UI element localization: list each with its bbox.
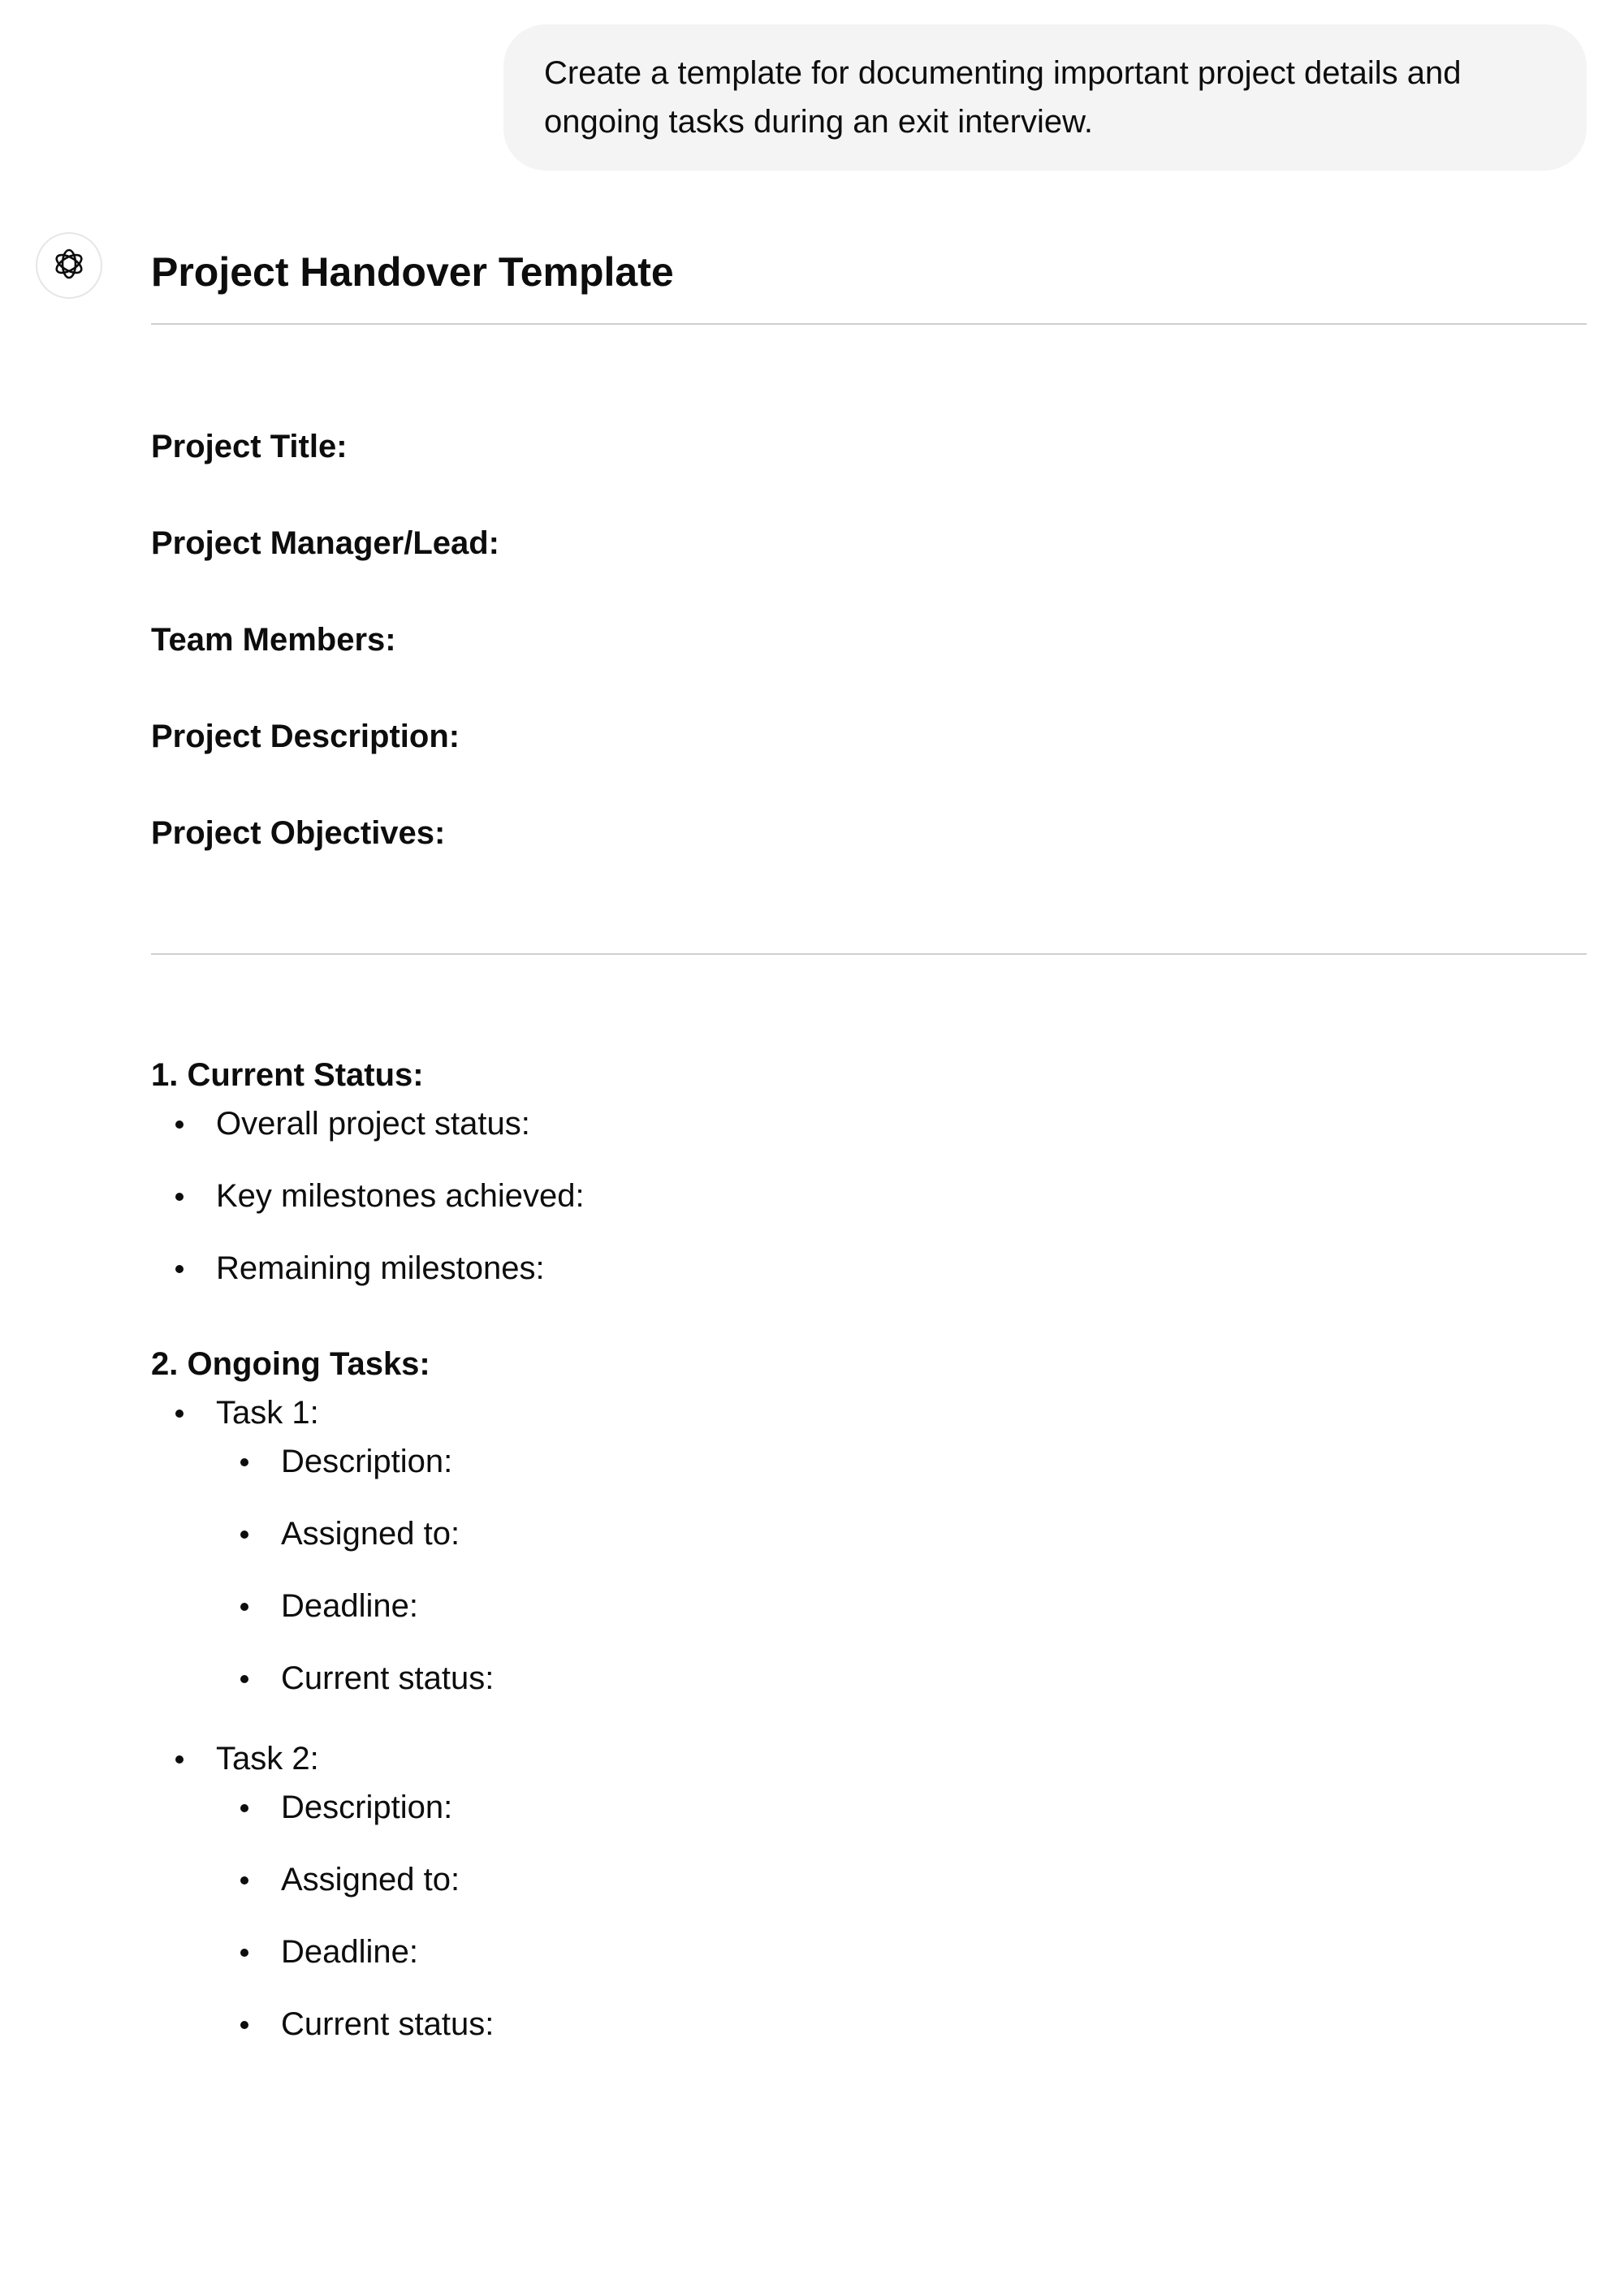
task-label bbox=[151, 1734, 1587, 1783]
task-detail-text: Current status: bbox=[281, 2006, 495, 2042]
task-detail-text: Deadline: bbox=[281, 1588, 419, 1624]
task-detail-text: Description: bbox=[281, 1444, 453, 1479]
bullet-icon bbox=[240, 1458, 248, 1466]
task-detail-item bbox=[151, 2000, 1587, 2049]
field-project-description: Project Description: bbox=[151, 719, 460, 754]
task-detail-item bbox=[151, 1582, 1587, 1630]
task-detail-item bbox=[151, 1437, 1587, 1486]
divider bbox=[151, 323, 1587, 325]
bullet-icon bbox=[240, 2021, 248, 2029]
task-label bbox=[151, 1388, 1587, 1437]
assistant-avatar bbox=[36, 232, 102, 299]
section-heading-ongoing-tasks: 2. Ongoing Tasks: bbox=[151, 1346, 430, 1382]
list-item bbox=[151, 1099, 1587, 1148]
task-detail-item bbox=[151, 1928, 1587, 1976]
task-detail-text: Assigned to: bbox=[281, 1516, 460, 1552]
bullet-icon bbox=[175, 1410, 184, 1418]
field-team-members: Team Members: bbox=[151, 622, 396, 658]
list-item bbox=[151, 1244, 1587, 1293]
task-detail-text: Deadline: bbox=[281, 1934, 419, 1970]
task-detail-item bbox=[151, 1855, 1587, 1904]
task-detail-item bbox=[151, 1654, 1587, 1703]
current-status-list bbox=[151, 1099, 1587, 1293]
list-item-text: Key milestones achieved: bbox=[216, 1178, 585, 1214]
bullet-icon bbox=[240, 1876, 248, 1885]
bullet-icon bbox=[240, 1675, 248, 1683]
list-item-text: Remaining milestones: bbox=[216, 1250, 545, 1286]
task-details-list bbox=[151, 1437, 1587, 1703]
section-heading-current-status: 1. Current Status: bbox=[151, 1057, 424, 1093]
divider bbox=[151, 953, 1587, 955]
field-project-objectives: Project Objectives: bbox=[151, 815, 446, 851]
openai-logo-icon bbox=[49, 244, 89, 288]
task-detail-text: Assigned to: bbox=[281, 1862, 460, 1898]
task-label-text: Task 1: bbox=[216, 1395, 319, 1431]
bullet-icon bbox=[175, 1193, 184, 1201]
task-details-list bbox=[151, 1783, 1587, 2049]
list-item bbox=[151, 1172, 1587, 1220]
response-title: Project Handover Template bbox=[151, 249, 674, 295]
ongoing-tasks-list bbox=[151, 1388, 1587, 2049]
task-detail-text: Current status: bbox=[281, 1660, 495, 1696]
task-detail-item bbox=[151, 1783, 1587, 1832]
bullet-icon bbox=[175, 1265, 184, 1273]
bullet-icon bbox=[240, 1949, 248, 1957]
list-item-text: Overall project status: bbox=[216, 1106, 530, 1142]
task-detail-item bbox=[151, 1509, 1587, 1558]
task-item bbox=[151, 1734, 1587, 2049]
user-message-bubble bbox=[503, 24, 1587, 171]
bullet-icon bbox=[175, 1120, 184, 1129]
task-label-text: Task 2: bbox=[216, 1741, 319, 1777]
assistant-response bbox=[151, 235, 1587, 2049]
bullet-icon bbox=[240, 1531, 248, 1539]
field-project-manager: Project Manager/Lead: bbox=[151, 525, 500, 561]
task-detail-text: Description: bbox=[281, 1790, 453, 1825]
bullet-icon bbox=[240, 1804, 248, 1812]
task-item bbox=[151, 1388, 1587, 1703]
field-project-title: Project Title: bbox=[151, 429, 348, 464]
bullet-icon bbox=[240, 1603, 248, 1611]
user-message-text: Create a template for documenting important project details and ongoing tasks during an exit interview. bbox=[544, 55, 1462, 140]
bullet-icon bbox=[175, 1755, 184, 1764]
